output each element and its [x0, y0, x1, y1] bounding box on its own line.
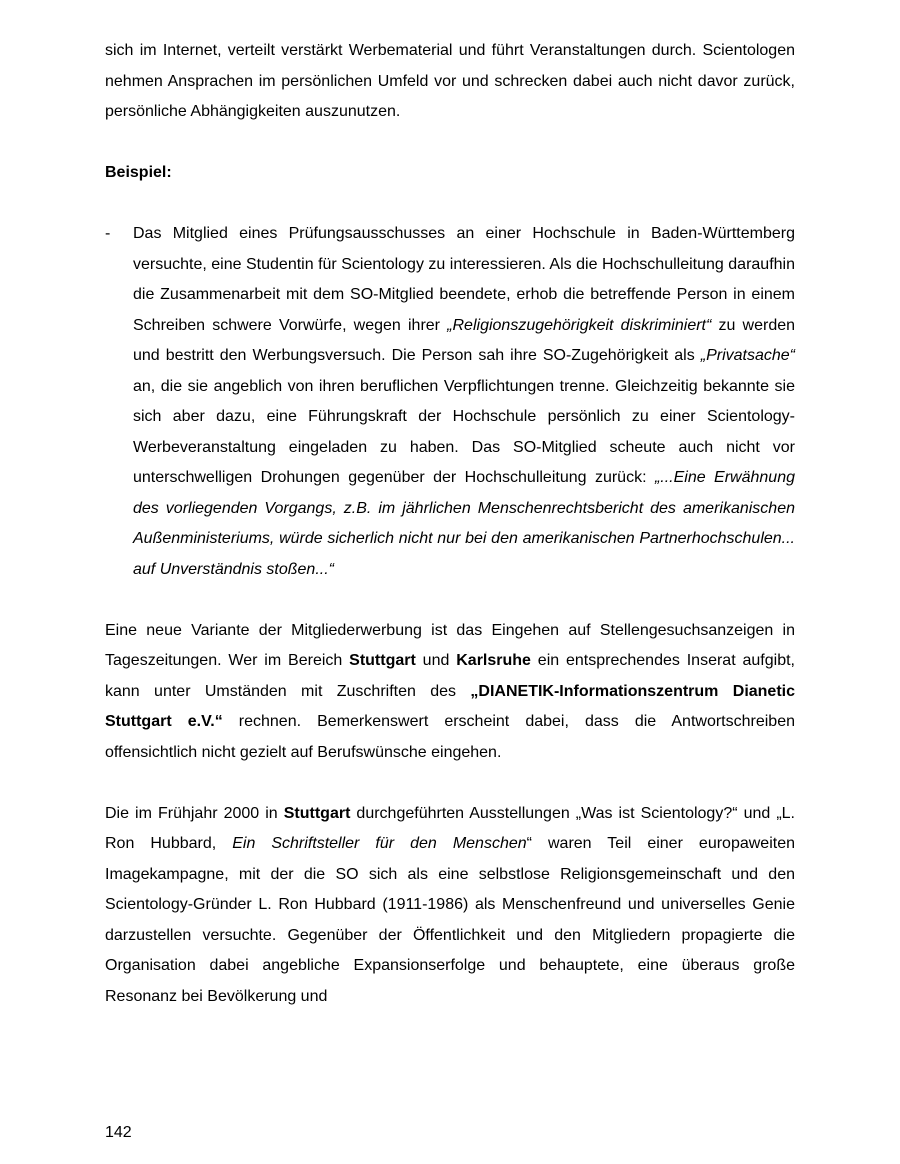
bullet-marker: -: [105, 225, 111, 242]
text-segment: und: [415, 652, 457, 669]
text-segment: Eine neue Variante der Mitgliederwerbung ist das Eingehen auf Stellengesuchsanzeigen in Tageszeitungen. Wer im Bereich: [105, 621, 795, 669]
text-segment: Das Mitglied eines Prüfungsausschusses an einer Hochschule in Baden-Württemberg versuchte, eine Studentin für Scientology zu interessieren. Als die Hochschulleitung daraufhin die Zusammenarbeit mit dem SO-Mitglied beendete, erhob die betreffende Person in einem Schreiben schwere Vorwürfe, wegen ihrer: [133, 225, 795, 334]
emphasis-segment: „DIANETIK-Informationszentrum Dianetic Stuttgart e.V.“: [105, 682, 796, 730]
paragraph-stellengesuche: [105, 616, 795, 769]
paragraph-ausstellungen: [105, 799, 795, 1013]
text-segment: Die im Frühjahr 2000 in: [105, 804, 284, 822]
heading-beispiel: Beispiel:: [105, 164, 172, 181]
list-item: [105, 219, 795, 585]
paragraph-intro: sich im Internet, verteilt verstärkt Werbematerial und führt Veranstaltungen durch. Scientologen nehmen Ansprachen im persönlichen Umfeld vor und schrecken dabei auch nicht davor zurück, persönliche Abhängigkeiten auszunutzen.: [105, 42, 795, 120]
text-segment: rechnen. Bemerkenswert erscheint dabei, dass die Antwortschreiben offensichtlich nicht gezielt auf Berufswünsche eingehen.: [105, 713, 795, 761]
list-item-text: [133, 219, 795, 585]
emphasis-segment: Stuttgart: [283, 804, 351, 822]
emphasis-segment: Stuttgart: [349, 652, 416, 669]
quoted-text-segment: „...Eine Erwähnung des vorliegenden Vorgangs, z.B. im jährlichen Menschenrechtsbericht des amerikanischen Außenministeriums, würde sicherlich nicht nur bei den amerikanischen Partnerhochschulen... auf Unverständnis stoßen...“: [133, 469, 796, 578]
text-segment: zu werden und bestritt den Werbungsversuch. Die Person sah ihre SO-Zugehörigkeit als: [133, 316, 796, 364]
text-segment: an, die sie angeblich von ihren beruflichen Verpflichtungen trenne. Gleichzeitig bekannte sie sich aber dazu, eine Führungskraft der Hochschule persönlich zu einer Scientology-Werbeveranstaltung eingeladen zu haben. Das SO-Mitglied scheute auch nicht vor unterschwelligen Drohungen gegenüber der Hochschulleitung zurück:: [133, 377, 795, 486]
title-segment: Ein Schriftsteller für den Menschen: [232, 835, 527, 852]
emphasis-segment: Karlsruhe: [456, 652, 531, 669]
text-segment: durchgeführten Ausstellungen „Was ist Scientology?“ und „L. Ron Hubbard,: [105, 804, 795, 852]
text-segment: ein entsprechendes Inserat aufgibt, kann unter Umständen mit Zuschriften des: [105, 652, 795, 700]
quoted-text-segment: „Religionszugehörigkeit diskriminiert“: [447, 316, 712, 334]
page-number: 142: [105, 1124, 132, 1141]
quoted-text-segment: „Privatsache“: [700, 347, 795, 364]
text-segment: “ waren Teil einer europaweiten Imagekampagne, mit der die SO sich als eine selbstlose Religionsgemeinschaft und den Scientology-Gründer L. Ron Hubbard (1911-1986) als Menschenfreund und universelles Genie darzustellen versuchte. Gegenüber der Öffentlichkeit und den Mitgliedern propagierte die Organisation dabei angebliche Expansionserfolge und behauptete, eine überaus große Resonanz bei Bevölkerung und: [105, 835, 795, 1005]
